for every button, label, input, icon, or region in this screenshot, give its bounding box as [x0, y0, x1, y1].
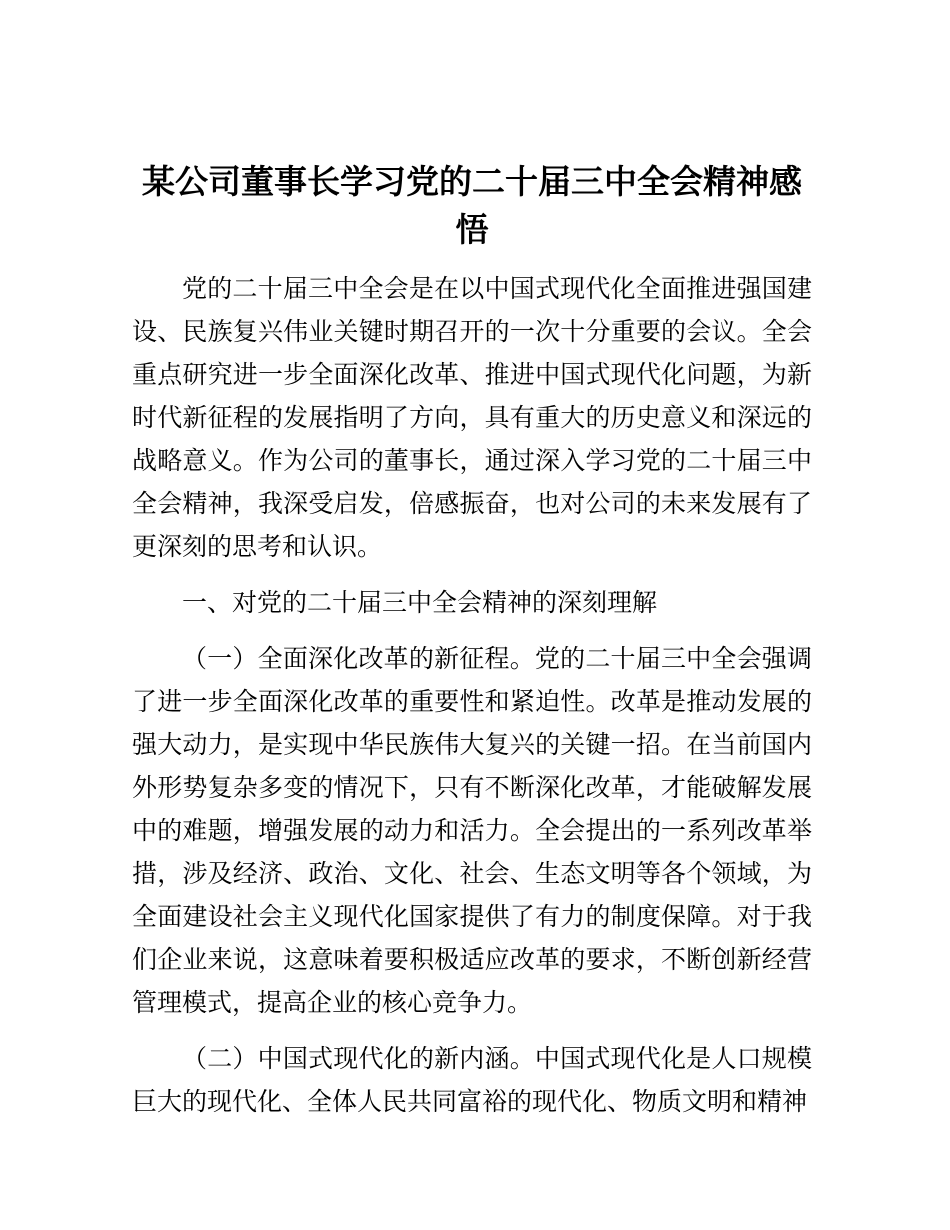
paragraph-subsection-1: （一）全面深化改革的新征程。党的二十届三中全会强调了进一步全面深化改革的重要性和紧迫性。改革是推动发展的强大动力，是实现中华民族伟大复兴的关键一招。在当前国内外形势复杂多变的情况下，只有不断深化改革，才能破解发展中的难题，增强发展的动力和活力。全会提出的一系列改革举措，涉及经济、政治、文化、社会、生态文明等各个领域，为全面建设社会主义现代化国家提供了有力的制度保障。对于我们企业来说，这意味着要积极适应改革的要求，不断创新经营管理模式，提高企业的核心竞争力。: [132, 646, 812, 1017]
section-heading-1: 一、对党的二十届三中全会精神的深刻理解: [182, 590, 658, 617]
paragraph-subsection-2-truncated: （二）中国式现代化的新内涵。中国式现代化是人口规模巨大的现代化、全体人民共同富裕的现代化、物质文明和精神: [132, 1046, 812, 1116]
paragraph-intro: 党的二十届三中全会是在以中国式现代化全面推进强国建设、民族复兴伟业关键时期召开的一次十分重要的会议。全会重点研究进一步全面深化改革、推进中国式现代化问题，为新时代新征程的发展指明了方向，具有重大的历史意义和深远的战略意义。作为公司的董事长，通过深入学习党的二十届三中全会精神，我深受启发，倍感振奋，也对公司的未来发展有了更深刻的思考和认识。: [132, 276, 812, 561]
document-title: 某公司董事长学习党的二十届三中全会精神感悟: [142, 163, 802, 248]
